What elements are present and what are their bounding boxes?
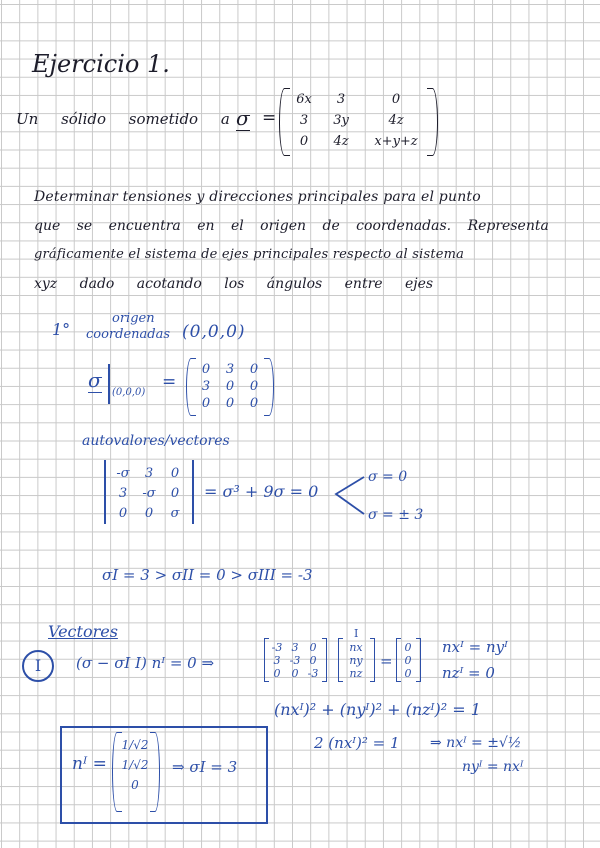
- evaluation-bar: [108, 364, 110, 404]
- statement-equals: =: [262, 108, 277, 128]
- vec-cell: nz: [349, 667, 363, 680]
- matrix-cell: 4z: [333, 134, 349, 149]
- det-cell: 0: [118, 506, 128, 521]
- question-line-1: Determinar tensiones y direcciones principales para el punto: [34, 189, 481, 205]
- statement-matrix: [279, 88, 439, 158]
- result-cell: 0: [131, 778, 139, 792]
- determinant: [104, 460, 196, 526]
- matrix-cell: 0: [249, 362, 259, 377]
- matrix-cell: 0: [201, 396, 211, 411]
- det-cell: 0: [170, 486, 180, 501]
- sigma-at-point: (0,0,0): [112, 387, 146, 398]
- det-cell: 0: [170, 466, 180, 481]
- vec-cell: ny: [349, 654, 363, 667]
- relation-xy: nxᴵ = nyᴵ: [442, 638, 508, 656]
- matrix-cell: 0: [201, 362, 211, 377]
- eigen-heading: autovalores/vectores: [82, 433, 230, 449]
- sys-cell: 0: [309, 641, 317, 654]
- system-matrix: [264, 638, 326, 684]
- sys-cell: -3: [271, 641, 283, 654]
- stress-tensor-symbol: σ: [236, 106, 250, 130]
- step-equals: =: [162, 372, 177, 392]
- origin-point: (0,0,0): [182, 322, 246, 342]
- det-cell: -σ: [116, 466, 130, 481]
- matrix-cell: 0: [225, 379, 235, 394]
- sys-cell: 0: [273, 667, 281, 680]
- sys-cell: 3: [291, 641, 299, 654]
- relation-z: nzᴵ = 0: [442, 664, 495, 682]
- result-vector: [112, 732, 158, 812]
- question-line-4: xyz dado acotando los ángulos entre ejes: [34, 276, 434, 292]
- statement-text: Un sólido sometido a: [16, 110, 230, 128]
- brace-icon: [332, 474, 366, 518]
- matrix-cell: 3y: [333, 113, 349, 128]
- sys-cell: -3: [289, 654, 301, 667]
- sys-cell: 0: [309, 654, 317, 667]
- case-label: I: [22, 650, 54, 682]
- zero-cell: 0: [404, 654, 412, 667]
- matrix-cell: 6x: [296, 92, 312, 107]
- question-line-2: que se encuentra en el origen de coordenadas. Representa: [34, 218, 549, 234]
- matrix-cell: 4z: [388, 113, 404, 128]
- normalization-3: ⇒ nxᴵ = ±√½: [430, 735, 522, 751]
- origin-matrix: [186, 358, 276, 418]
- normalization: (nxᴵ)² + (nyᴵ)² + (nzᴵ)² = 1: [274, 700, 481, 719]
- matrix-cell: 0: [225, 396, 235, 411]
- step-number: 1°: [52, 320, 71, 339]
- det-cell: 0: [144, 506, 154, 521]
- matrix-cell: 0: [299, 134, 309, 149]
- root-zero: σ = 0: [368, 469, 408, 485]
- sys-cell: 0: [291, 667, 299, 680]
- characteristic-equation: = σ³ + 9σ = 0: [204, 482, 319, 501]
- system-equals: =: [380, 652, 393, 670]
- det-cell: 3: [144, 466, 154, 481]
- step-label-bottom: coordenadas: [86, 327, 171, 342]
- matrix-cell: 0: [249, 379, 259, 394]
- sys-cell: 3: [273, 654, 281, 667]
- matrix-cell: 3: [201, 379, 211, 394]
- zero-cell: 0: [404, 641, 412, 654]
- normalization-2: 2 (nxᴵ)² = 1: [314, 734, 400, 752]
- result-cell: 1/√2: [121, 738, 149, 752]
- root-three: σ = ± 3: [368, 507, 424, 523]
- matrix-cell: 3: [336, 92, 346, 107]
- result-cell: 1/√2: [121, 758, 149, 772]
- vector-equation: (σ − σI I) nᴵ = 0 ⇒: [76, 654, 215, 672]
- matrix-cell: 0: [249, 396, 259, 411]
- normalization-4: nyᴵ = nxᴵ: [462, 759, 524, 775]
- unknown-vector: [338, 638, 374, 684]
- system-label: I: [354, 627, 359, 640]
- eigenvalue-ordering: σI = 3 > σII = 0 > σIII = -3: [102, 566, 313, 584]
- result-vector-label: nᴵ =: [72, 754, 107, 774]
- question-line-3: gráficamente el sistema de ejes principales respecto al sistema: [34, 247, 465, 262]
- sigma-symbol: σ: [88, 368, 102, 392]
- matrix-cell: 3: [225, 362, 235, 377]
- matrix-cell: 0: [391, 92, 401, 107]
- vec-cell: nx: [349, 641, 363, 654]
- sys-cell: -3: [307, 667, 319, 680]
- matrix-cell: 3: [299, 113, 309, 128]
- det-cell: -σ: [142, 486, 156, 501]
- det-cell: σ: [170, 506, 180, 521]
- zero-vector: [396, 638, 420, 684]
- matrix-cell: x+y+z: [374, 134, 418, 149]
- page-title: Ejercicio 1.: [32, 50, 170, 78]
- zero-cell: 0: [404, 667, 412, 680]
- step-label-top: origen: [112, 311, 155, 326]
- vectors-heading: Vectores: [48, 622, 118, 641]
- det-cell: 3: [118, 486, 128, 501]
- result-sigma: ⇒ σI = 3: [172, 758, 238, 776]
